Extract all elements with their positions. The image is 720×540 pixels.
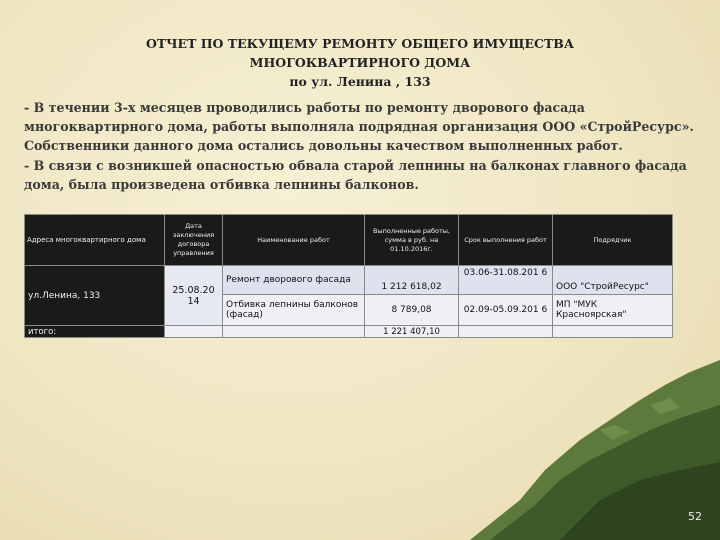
paragraph-1: - В течении 3-х месяцев проводились работы по ремонту дворового фасада многоквартирного дома, работы выполняла подрядная организация ООО «СтройРесурс». Собственники данного дома остались довольны качеством выполненных работ. [24,100,694,154]
header-amount: Выполненные работы, сумма в руб. на 01.10.2016г. [365,215,459,266]
cell-address: ул.Ленина, 133 [25,266,165,326]
cell-contractor: ООО "СтройРесурс" [553,266,673,295]
cell-contract-date: 25.08.20 14 [165,266,223,326]
report-title [60,34,660,91]
cell-contractor: МП "МУК Красноярская" [553,295,673,326]
cell-empty [165,326,223,338]
cell-amount: 1 212 618,02 [365,266,459,295]
header-work-name: Наименование работ [223,215,365,266]
cell-period: 03.06-31.08.201 6 [459,266,553,295]
report-body [24,98,706,194]
cell-amount: 8 789,08 [365,295,459,326]
header-contractor: Подрядчик [553,215,673,266]
cell-work-name: Ремонт дворового фасада [223,266,365,295]
table-header-row [25,215,673,266]
header-period: Срок выполнения работ [459,215,553,266]
repair-table [24,214,673,338]
cell-total-label: итого: [25,326,165,338]
header-address: Адреса многоквартирного дома [25,215,165,266]
cell-period: 02.09-05.09.201 6 [459,295,553,326]
header-contract-date: Дата заключения договора управления [165,215,223,266]
title-line-2: МНОГОКВАРТИРНОГО ДОМА [249,55,471,70]
cell-work-name: Отбивка лепнины балконов (фасад) [223,295,365,326]
table-row [25,266,673,295]
paragraph-2: - В связи с возникшей опасностью обвала старой лепнины на балконах главного фасада дома, была произведена отбивка лепнины балконов. [24,157,687,192]
cell-empty [459,326,553,338]
title-line-1: ОТЧЕТ ПО ТЕКУЩЕМУ РЕМОНТУ ОБЩЕГО ИМУЩЕСТВА [145,36,575,51]
cell-total-amount: 1 221 407,10 [365,326,459,338]
title-line-3: по ул. Ленина , 133 [289,74,431,89]
table-total-row [25,326,673,338]
cell-empty [553,326,673,338]
cell-empty [223,326,365,338]
page-number: 52 [688,510,702,523]
